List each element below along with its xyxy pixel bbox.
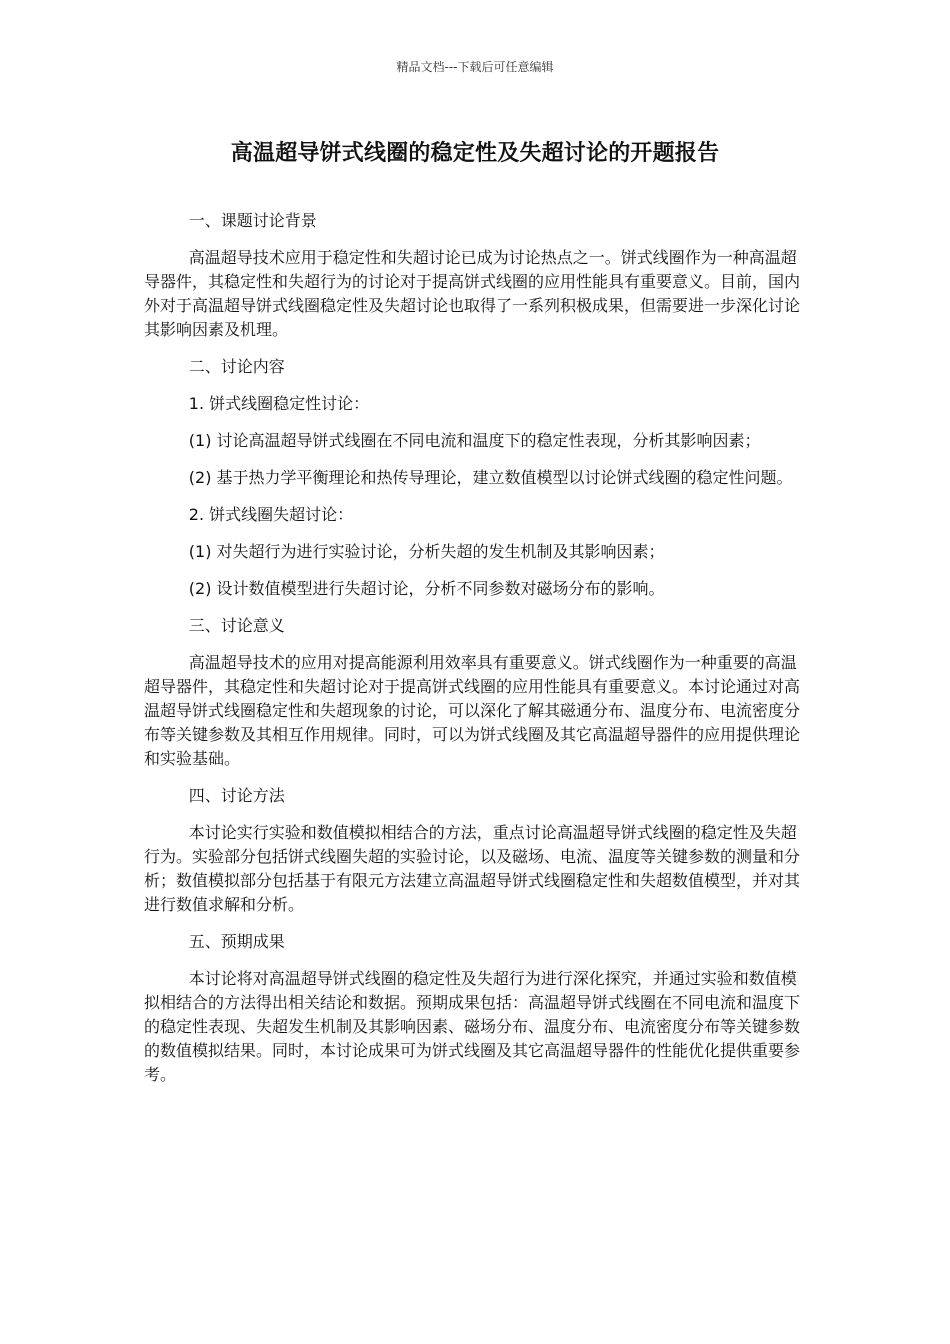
document-body <box>144 209 808 1100</box>
paragraph-significance: 高温超导技术的应用对提高能源利用效率具有重要意义。饼式线圈作为一种重要的高温超导器件，其稳定性和失超讨论对于提高饼式线圈的应用性能具有重要意义。本讨论通过对高温超导饼式线圈稳定性和失超现象的讨论，可以深化了解其磁通分布、温度分布、电流密度分布等关键参数及其相互作用规律。同时，可以为饼式线圈及其它高温超导器件的应用提供理论和实验基础。 <box>144 653 801 768</box>
section-heading-methods: 四、讨论方法 <box>188 786 285 805</box>
section-heading-expected-results: 五、预期成果 <box>188 932 285 951</box>
document-title: 高温超导饼式线圈的稳定性及失超讨论的开题报告 <box>230 141 720 166</box>
header-note: 精品文档---下载后可任意编辑 <box>396 60 554 74</box>
section-heading-background: 一、课题讨论背景 <box>188 211 317 230</box>
list-item-quench-2: (2) 设计数值模型进行失超讨论，分析不同参数对磁场分布的影响。 <box>188 579 665 598</box>
paragraph-expected-results: 本讨论将对高温超导饼式线圈的稳定性及失超行为进行深化探究，并通过实验和数值模拟相结合的方法得出相关结论和数据。预期成果包括：高温超导饼式线圈在不同电流和温度下的稳定性表现、失超发生机制及其影响因素、磁场分布、温度分布、电流密度分布等关键参数的数值模拟结果。同时，本讨论成果可为饼式线圈及其它高温超导器件的性能优化提供重要参考。 <box>144 969 801 1084</box>
list-item-stability-2: (2) 基于热力学平衡理论和热传导理论，建立数值模型以讨论饼式线圈的稳定性问题。 <box>188 468 793 487</box>
section-heading-significance: 三、讨论意义 <box>188 616 285 635</box>
list-item-stability-1: (1) 讨论高温超导饼式线圈在不同电流和温度下的稳定性表现，分析其影响因素； <box>188 431 761 450</box>
list-item-quench-1: (1) 对失超行为进行实验讨论，分析失超的发生机制及其影响因素； <box>188 542 665 561</box>
paragraph-background: 高温超导技术应用于稳定性和失超讨论已成为讨论热点之一。饼式线圈作为一种高温超导器件，其稳定性和失超行为的讨论对于提高饼式线圈的应用性能具有重要意义。目前，国内外对于高温超导饼式线圈稳定性及失超讨论也取得了一系列积极成果，但需要进一步深化讨论其影响因素及机理。 <box>144 248 801 339</box>
subheading-quench: 2. 饼式线圈失超讨论： <box>188 505 354 524</box>
subheading-stability: 1. 饼式线圈稳定性讨论： <box>188 394 370 413</box>
paragraph-methods: 本讨论实行实验和数值模拟相结合的方法，重点讨论高温超导饼式线圈的稳定性及失超行为。实验部分包括饼式线圈失超的实验讨论，以及磁场、电流、温度等关键参数的测量和分析；数值模拟部分包括基于有限元方法建立高温超导饼式线圈稳定性和失超数值模型，并对其进行数值求解和分析。 <box>144 823 801 914</box>
section-heading-content: 二、讨论内容 <box>188 357 285 376</box>
